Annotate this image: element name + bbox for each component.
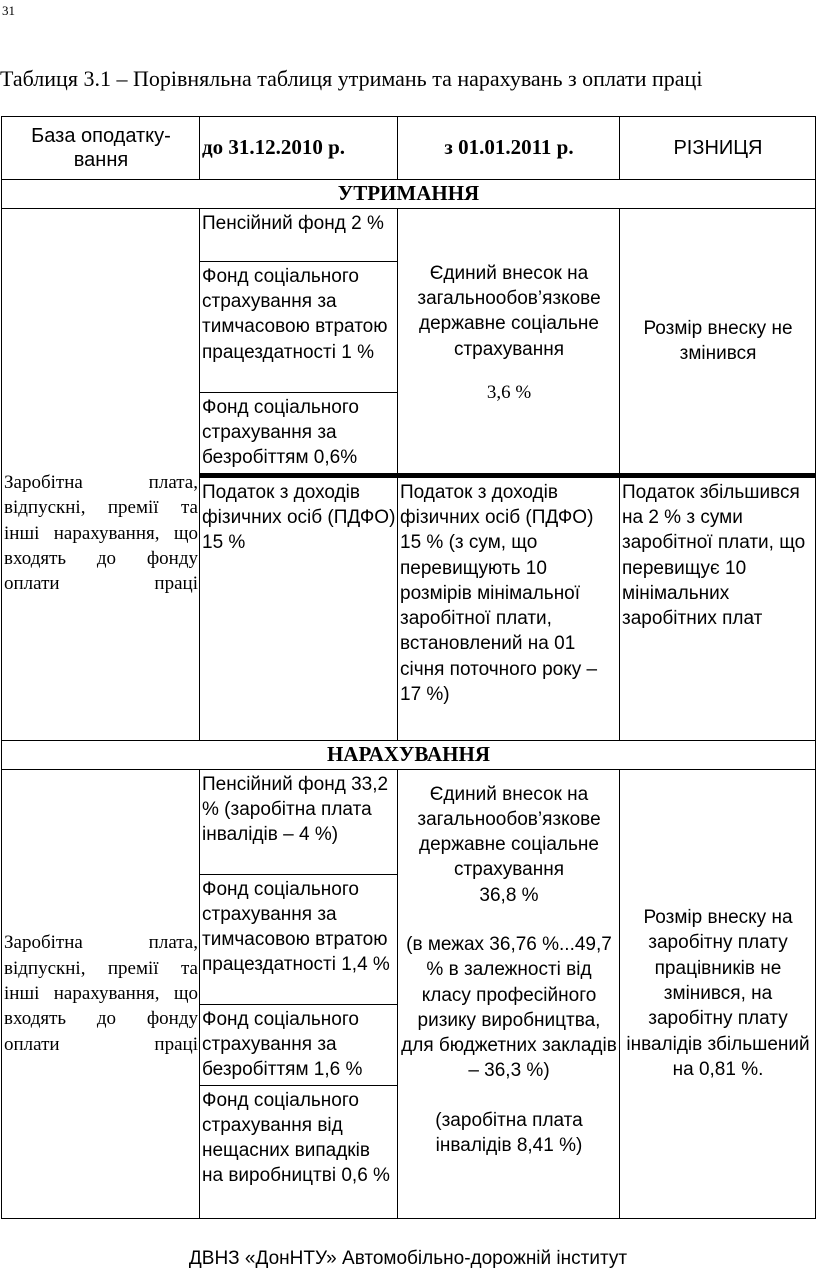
withholdings-base: Заробітна плата, відпускні, премії та інші нарахування, що входять до фонду оплати праці (2, 208, 200, 740)
section-title-withholdings: УТРИМАННЯ (2, 180, 816, 209)
header-difference: РІЗНИЦЯ (620, 117, 816, 180)
accruals-base: Заробітна плата, відпускні, премії та інші нарахування, що входять до фонду оплати праці (2, 769, 200, 1218)
section-row-withholdings (2, 180, 816, 209)
withholdings-row-pension (2, 208, 816, 261)
header-from-2011: з 01.01.2011 р. (398, 117, 620, 180)
accruals-row-pension (2, 769, 816, 874)
withholdings-pdfo-new: Податок з доходів фізичних осіб (ПДФО) 15 % (з сум, що перевищують 10 розмірів мінімальної заробітної плати, встановлений на 01 січня поточного року – 17 %) (398, 475, 620, 740)
section-row-accruals (2, 740, 816, 769)
section-title-accruals: НАРАХУВАННЯ (2, 740, 816, 769)
comparison-table (1, 116, 816, 1219)
header-until-2010: до 31.12.2010 р. (200, 117, 398, 180)
table-caption: Таблиця 3.1 – Порівняльна таблиця утримань та нарахувань з оплати праці (0, 66, 703, 91)
withholdings-pdfo-old: Податок з доходів фізичних осіб (ПДФО) 15 % (200, 475, 398, 740)
page-number: 31 (2, 3, 15, 18)
withholdings-esv-difference: Розмір внеску не змінився (620, 208, 816, 475)
accruals-esv-range: (в межах 36,76 %...49,7 % в залежності від класу професійного ризику виробництва, для бюджетних закладів – 36,3 %) (401, 933, 617, 1082)
accruals-esv-rate: 36,8 % (479, 884, 539, 906)
withholdings-pension: Пенсійний фонд 2 % (200, 208, 398, 261)
accruals-esv (398, 769, 620, 1218)
header-base: База оподатку- вання (2, 117, 200, 180)
accruals-social-temp: Фонд соціального страхування за тимчасовою втратою працездатності 1,4 % (200, 874, 398, 1004)
accruals-accidents: Фонд соціального страхування від нещасних випадків на виробництві 0,6 % (200, 1085, 398, 1218)
withholdings-esv-name: Єдиний внесок на загальнообов’язкове державне соціальне страхування (417, 262, 601, 360)
accruals-unemployment: Фонд соціального страхування за безробіттям 1,6 % (200, 1004, 398, 1085)
accruals-difference: Розмір внеску на заробітну плату працівників не змінився, на заробітну плату інвалідів збільшений на 0,81 %. (620, 769, 816, 1218)
withholdings-social-temp: Фонд соціального страхування за тимчасовою втратою працездатності 1 % (200, 261, 398, 392)
accruals-esv-disabled: (заробітна плата інвалідів 8,41 %) (435, 1109, 583, 1156)
withholdings-esv (398, 208, 620, 475)
page-footer: ДВНЗ «ДонНТУ» Автомобільно-дорожній інститут (188, 1248, 628, 1269)
withholdings-pdfo-difference: Податок збільшився на 2 % з суми заробітної плати, що перевищує 10 мінімальних заробітних плат (620, 475, 816, 740)
accruals-esv-name: Єдиний внесок на загальнообов’язкове державне соціальне страхування (417, 783, 601, 881)
withholdings-unemployment: Фонд соціального страхування за безробіттям 0,6% (200, 392, 398, 475)
accruals-pension: Пенсійний фонд 33,2 % (заробітна плата інвалідів – 4 %) (200, 769, 398, 874)
table-header-row (2, 117, 816, 180)
withholdings-esv-rate: 3,6 % (486, 381, 532, 403)
